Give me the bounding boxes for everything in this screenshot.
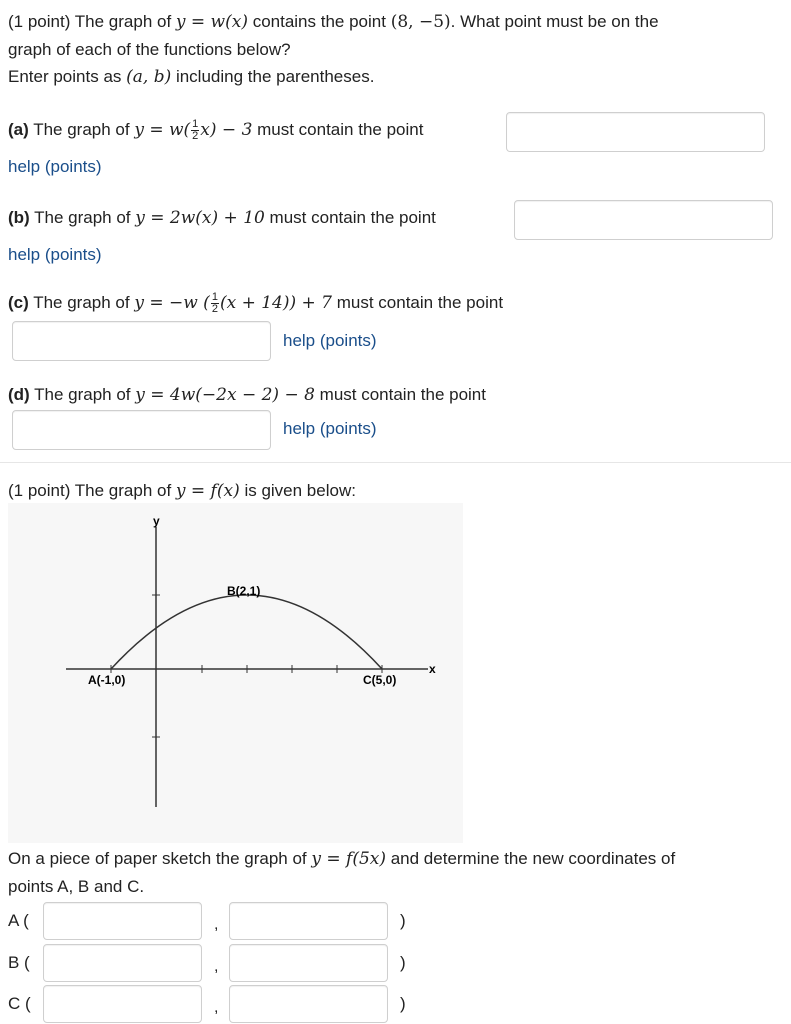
- part-label: (c): [8, 292, 29, 312]
- intro-text: (1 point) The graph of: [8, 481, 176, 500]
- intro-text: . What point must be on the: [450, 12, 659, 31]
- question-text: The graph of: [28, 119, 135, 139]
- point-a-x-input[interactable]: [43, 902, 202, 940]
- row-c-open: C (: [8, 994, 31, 1013]
- row-a-open: A (: [8, 911, 29, 930]
- intro-text: (1 point) The graph of: [8, 12, 176, 31]
- problem-divider: [0, 462, 791, 463]
- equation: y = −w (: [134, 292, 210, 313]
- point-a-y-input[interactable]: [229, 902, 388, 940]
- answer-input-c[interactable]: [12, 321, 271, 361]
- question-equation: y = f(5x): [311, 849, 386, 869]
- denominator: 2: [192, 130, 199, 142]
- part-d-question: [8, 385, 486, 405]
- equation: y = w(: [134, 119, 191, 140]
- point-b-y-input[interactable]: [229, 944, 388, 982]
- point-c-label: C(5,0): [363, 673, 397, 687]
- part-b-question: [8, 208, 436, 228]
- point-c-y-input[interactable]: [229, 985, 388, 1023]
- question-text: The graph of: [28, 292, 135, 312]
- question-text: must contain the point: [252, 119, 424, 139]
- function-graph: [8, 503, 463, 843]
- intro-equation: y = f(x): [175, 481, 240, 501]
- intro-text: is given below:: [239, 481, 356, 500]
- part-a-question: [8, 119, 423, 142]
- intro-text: including the parentheses.: [171, 67, 375, 86]
- point-b-label: B(2,1): [227, 584, 261, 598]
- intro-point: (8, −5): [390, 12, 451, 32]
- help-link-d[interactable]: help (points): [283, 419, 377, 438]
- point-c-x-input[interactable]: [43, 985, 202, 1023]
- intro-equation: y = w(x): [175, 12, 248, 32]
- graph-svg: [8, 503, 463, 843]
- question-text: The graph of: [29, 385, 136, 404]
- point-b-x-input[interactable]: [43, 944, 202, 982]
- equation: y = 2w(x) + 10: [135, 208, 265, 228]
- intro-text: contains the point: [247, 12, 391, 31]
- row-b-comma: ,: [214, 958, 219, 975]
- part-c-question: [8, 292, 503, 315]
- answer-input-b[interactable]: [514, 200, 773, 240]
- row-b-close: ): [400, 953, 406, 972]
- help-link-c[interactable]: help (points): [283, 331, 377, 350]
- problem1-intro-line1: [8, 12, 659, 32]
- problem1-intro-line3: [8, 67, 374, 87]
- numerator: 1: [192, 118, 199, 130]
- part-label: (d): [8, 385, 30, 404]
- problem1-intro-line2: graph of each of the functions below?: [8, 40, 291, 59]
- function-curve: [111, 595, 382, 669]
- help-link-b[interactable]: help (points): [8, 245, 102, 264]
- answer-input-d[interactable]: [12, 410, 271, 450]
- question-text: must contain the point: [314, 385, 486, 404]
- problem2-question-line2: points A, B and C.: [8, 877, 145, 896]
- fraction: [191, 119, 199, 142]
- numerator: 1: [211, 291, 218, 303]
- row-a-close: ): [400, 911, 406, 930]
- part-label: (a): [8, 119, 29, 139]
- answer-input-a[interactable]: [506, 112, 765, 152]
- row-c-close: ): [400, 994, 406, 1013]
- problem2-intro: [8, 481, 356, 501]
- equation: y = 4w(−2x − 2) − 8: [135, 385, 315, 405]
- question-text: On a piece of paper sketch the graph of: [8, 849, 312, 868]
- row-a-comma: ,: [214, 916, 219, 933]
- denominator: 2: [211, 303, 218, 315]
- row-b-open: B (: [8, 953, 30, 972]
- help-link-a[interactable]: help (points): [8, 157, 102, 176]
- format-example: (a, b): [126, 67, 172, 87]
- point-a-label: A(-1,0): [88, 673, 126, 687]
- fraction: [211, 292, 219, 315]
- problem2-question-line1: [8, 849, 675, 869]
- question-text: must contain the point: [264, 208, 436, 227]
- intro-text: Enter points as: [8, 67, 127, 86]
- equation: x) − 3: [200, 119, 253, 140]
- x-axis-label: x: [429, 662, 436, 676]
- row-c-comma: ,: [214, 999, 219, 1016]
- equation: (x + 14)) + 7: [219, 292, 332, 313]
- question-text: and determine the new coordinates of: [386, 849, 676, 868]
- y-axis-label: y: [153, 514, 160, 528]
- question-text: The graph of: [29, 208, 136, 227]
- part-label: (b): [8, 208, 30, 227]
- question-text: must contain the point: [332, 292, 504, 312]
